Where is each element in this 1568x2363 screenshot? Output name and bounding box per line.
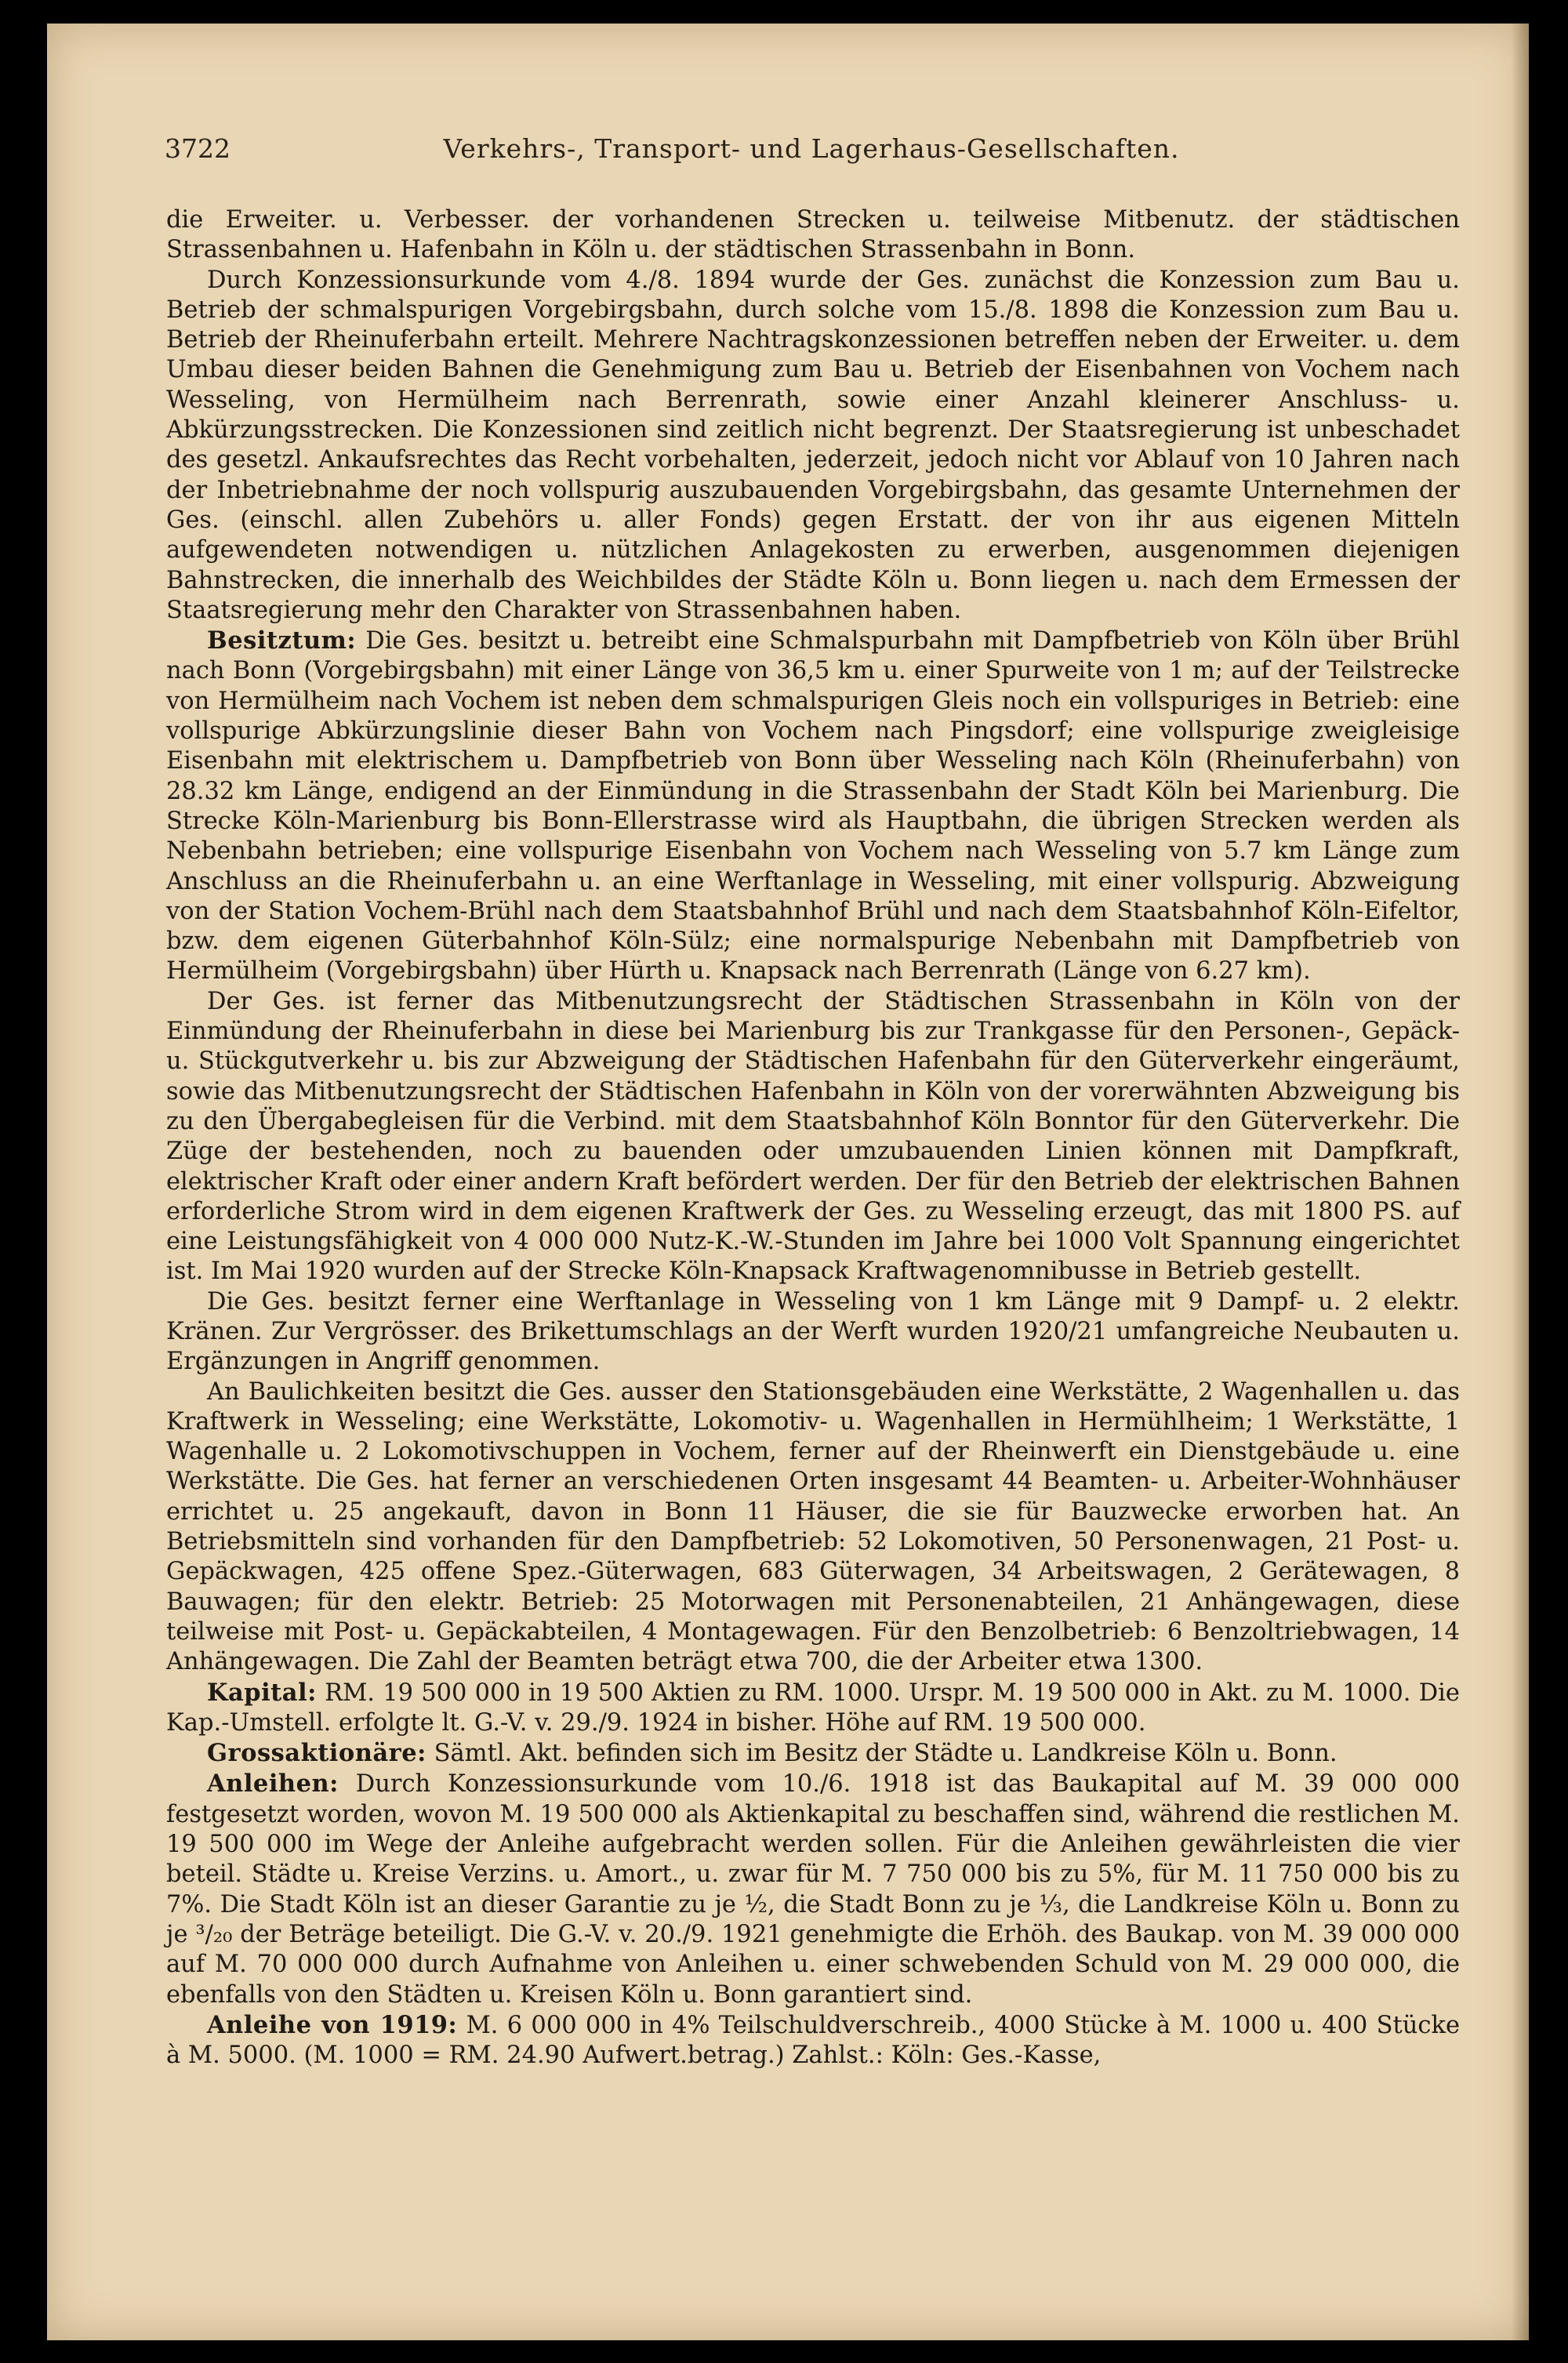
paragraph-anleihen [166,1769,1460,2009]
paragraph-kapital [166,1678,1460,1739]
page-body [166,205,1460,2071]
paragraph-text: Durch Konzessionsurkunde vom 10./6. 1918 ist das Baukapital auf M. 39 000 000 festgesetzt worden, wovon M. 19 500 000 als Aktienkapital zu beschaffen sind, während die restlichen M. 19 500 000 im Wege der Anleihe aufgebracht werden sollen. Für die Anleihen gewährleisten die vier beteil. Städte u. Kreise Verzins. u. Amort., u. zwar für M. 7 750 000 bis zu 5%, für M. 11 750 000 bis zu 7%. Die Stadt Köln ist an dieser Garantie zu je ½, die Stadt Bonn zu je ⅓, die Landkreise Köln u. Bonn zu je ³/₂₀ der Beträge beteiligt. Die G.-V. v. 20./9. 1921 genehmigte die Erhöh. des Baukap. von M. 39 000 000 auf M. 70 000 000 durch Aufnahme von Anleihen u. einer schwebenden Schuld von M. 29 000 000, die ebenfalls von den Städten u. Kreisen Köln u. Bonn garantiert sind. [166,1770,1460,2009]
paragraph-text: RM. 19 500 000 in 19 500 Aktien zu RM. 1000. Urspr. M. 19 500 000 in Akt. zu M. 1000. Die Kap.-Umstell. erfolgte lt. G.-V. v. 29./9. 1924 in bisher. Höhe auf RM. 19 500 000. [166,1679,1460,1737]
paragraph-anleihe-1919 [166,2010,1460,2071]
paragraph-baulichkeiten [166,1378,1460,1678]
paragraph-konzession [166,266,1460,626]
section-heading: Grossaktionäre: [207,1739,426,1768]
paragraph-besitztum [166,626,1460,987]
section-heading: Anleihen: [207,1770,339,1799]
page-number: 3722 [165,133,230,164]
paragraph-mitbenutzung [166,987,1460,1287]
paragraph-text: An Baulichkeiten besitzt die Ges. ausser den Stationsgebäuden eine Werkstätte, 2 Wagenhallen u. das Kraftwerk in Wesseling; eine Werkstätte, Lokomotiv- u. Wagenhallen in Hermühlheim; 1 Werkstätte, 1 Wagenhalle u. 2 Lokomotivschuppen in Vochem, ferner auf der Rheinwerft ein Dienstgebäude u. eine Werkstätte. Die Ges. hat ferner an verschiedenen Orten insgesamt 44 Beamten- u. Arbeiter-Wohnhäuser errichtet u. 25 angekauft, davon in Bonn 11 Häuser, die sie für Bauzwecke erworben hat. An Betriebsmitteln sind vorhanden für den Dampfbetrieb: 52 Lokomotiven, 50 Personenwagen, 21 Post- u. Gepäckwagen, 425 offene Spez.-Güterwagen, 683 Güterwagen, 34 Arbeitswagen, 2 Gerätewagen, 8 Bauwagen; für den elektr. Betrieb: 25 Motorwagen mit Personenabteilen, 21 Anhängewagen, diese teilweise mit Post- u. Gepäckabteilen, 4 Montagewagen. Für den Benzolbetrieb: 6 Benzoltriebwagen, 14 Anhängewagen. Die Zahl der Beamten beträgt etwa 700, die der Arbeiter etwa 1300. [166,1378,1460,1676]
paragraph-text: Die Ges. besitzt ferner eine Werftanlage in Wesseling von 1 km Länge mit 9 Dampf- u. 2 elektr. Kränen. Zur Vergrösser. des Brikettumschlags an der Werft wurden 1920/21 umfangreiche Neubauten u. Ergänzungen in Angriff genommen. [166,1287,1460,1376]
paragraph-text: Durch Konzessionsurkunde vom 4./8. 1894 wurde der Ges. zunächst die Konzession zum Bau u. Betrieb der schmalspurigen Vorgebirgsbahn, durch solche vom 15./8. 1898 die Konzession zum Bau u. Betrieb der Rheinuferbahn erteilt. Mehrere Nachtragskonzessionen betreffen neben der Erweiter. u. dem Umbau dieser beiden Bahnen die Genehmigung zum Bau u. Betrieb der Eisenbahnen von Vochem nach Wesseling, von Hermülheim nach Berrenrath, sowie einer Anzahl kleinerer Anschluss- u. Abkürzungsstrecken. Die Konzessionen sind zeitlich nicht begrenzt. Der Staatsregierung ist unbeschadet des gesetzl. Ankaufsrechtes das Recht vorbehalten, jederzeit, jedoch nicht vor Ablauf von 10 Jahren nach der Inbetriebnahme der noch vollspurig auszubauenden Vorgebirgsbahn, das gesamte Unternehmen der Ges. (einschl. allen Zubehörs u. aller Fonds) gegen Erstatt. der von ihr aus eigenen Mitteln aufgewendeten notwendigen u. nützlichen Anlagekosten zu erwerben, ausgenommen diejenigen Bahnstrecken, die innerhalb des Weichbildes der Städte Köln u. Bonn liegen u. nach dem Ermessen der Staatsregierung mehr den Charakter von Strassenbahnen haben. [166,266,1460,624]
section-heading: Kapital: [207,1678,317,1707]
paragraph-text: M. 6 000 000 in 4% Teilschuldverschreib., 4000 Stücke à M. 1000 u. 400 Stücke à M. 5000. (M. 1000 = RM. 24.90 Aufwert.betrag.) Zahlst.: Köln: Ges.-Kasse, [166,2011,1460,2070]
paragraph-text: Die Ges. besitzt u. betreibt eine Schmalspurbahn mit Dampfbetrieb von Köln über Brühl nach Bonn (Vorgebirgsbahn) mit einer Länge von 36,5 km u. einer Spurweite von 1 m; auf der Teilstrecke von Hermülheim nach Vochem ist neben dem schmalspurigen Gleis noch ein vollspuriges in Betrieb: eine vollspurige Abkürzungslinie dieser Bahn von Vochem nach Pingsdorf; eine vollspurige zweigleisige Eisenbahn mit elektrischem u. Dampfbetrieb von Bonn über Wesseling nach Köln (Rheinuferbahn) von 28.32 km Länge, endigend an der Einmündung in die Strassenbahn der Stadt Köln bei Marienburg. Die Strecke Köln-Marienburg bis Bonn-Ellerstrasse wird als Hauptbahn, die übrigen Strecken werden als Nebenbahn betrieben; eine vollspurige Eisenbahn von Vochem nach Wesseling von 5.7 km Länge zum Anschluss an die Rheinuferbahn u. an eine Werftanlage in Wesseling, mit einer vollspurig. Abzweigung von der Station Vochem-Brühl nach dem Staatsbahnhof Brühl und nach dem Staatsbahnhof Köln-Eifeltor, bzw. dem eigenen Güterbahnhof Köln-Sülz; eine normalspurige Nebenbahn mit Dampfbetrieb von Hermülheim (Vorgebirgsbahn) über Hürth u. Knapsack nach Berrenrath (Länge von 6.27 km). [166,627,1460,985]
paragraph-grossaktionaere [166,1738,1460,1769]
paragraph-text: Sämtl. Akt. befinden sich im Besitz der Städte u. Landkreise Köln u. Bonn. [434,1740,1338,1768]
paragraph-text: die Erweiter. u. Verbesser. der vorhandenen Strecken u. teilweise Mitbenutz. der städtischen Strassenbahnen u. Hafenbahn in Köln u. der städtischen Strassenbahn in Bonn. [166,206,1460,264]
section-heading: Anleihe von 1919: [207,2010,458,2039]
paragraph-werftanlage [166,1287,1460,1378]
paragraph-continuation [166,205,1460,266]
page-header [165,133,1458,180]
section-heading: Besitztum: [207,626,357,655]
running-title: Verkehrs-, Transport- und Lagerhaus-Gesellschaften. [443,133,1180,164]
page-edge-shadow [1512,24,1529,2340]
paragraph-text: Der Ges. ist ferner das Mitbenutzungsrecht der Städtischen Strassenbahn in Köln von der Einmündung der Rheinuferbahn in diese bei Marienburg bis zur Trankgasse für den Personen-, Gepäck- u. Stückgutverkehr u. bis zur Abzweigung der Städtischen Hafenbahn für den Güterverkehr eingeräumt, sowie das Mitbenutzungsrecht der Städtischen Hafenbahn in Köln von der vorerwähnten Abzweigung bis zu den Übergabegleisen für die Verbind. mit dem Staatsbahnhof Köln Bonntor für den Güterverkehr. Die Züge der bestehenden, noch zu bauenden oder umzubauenden Linien können mit Dampfkraft, elektrischer Kraft oder einer andern Kraft befördert werden. Der für den Betrieb der elektrischen Bahnen erforderliche Strom wird in dem eigenen Kraftwerk der Ges. zu Wesseling erzeugt, das mit 1800 PS. auf eine Leistungsfähigkeit von 4 000 000 Nutz-K.-W.-Stunden im Jahre bei 1000 Volt Spannung eingerichtet ist. Im Mai 1920 wurden auf der Strecke Köln-Knapsack Kraftwagenomnibusse in Betrieb gestellt. [166,987,1460,1286]
book-page [47,24,1529,2340]
